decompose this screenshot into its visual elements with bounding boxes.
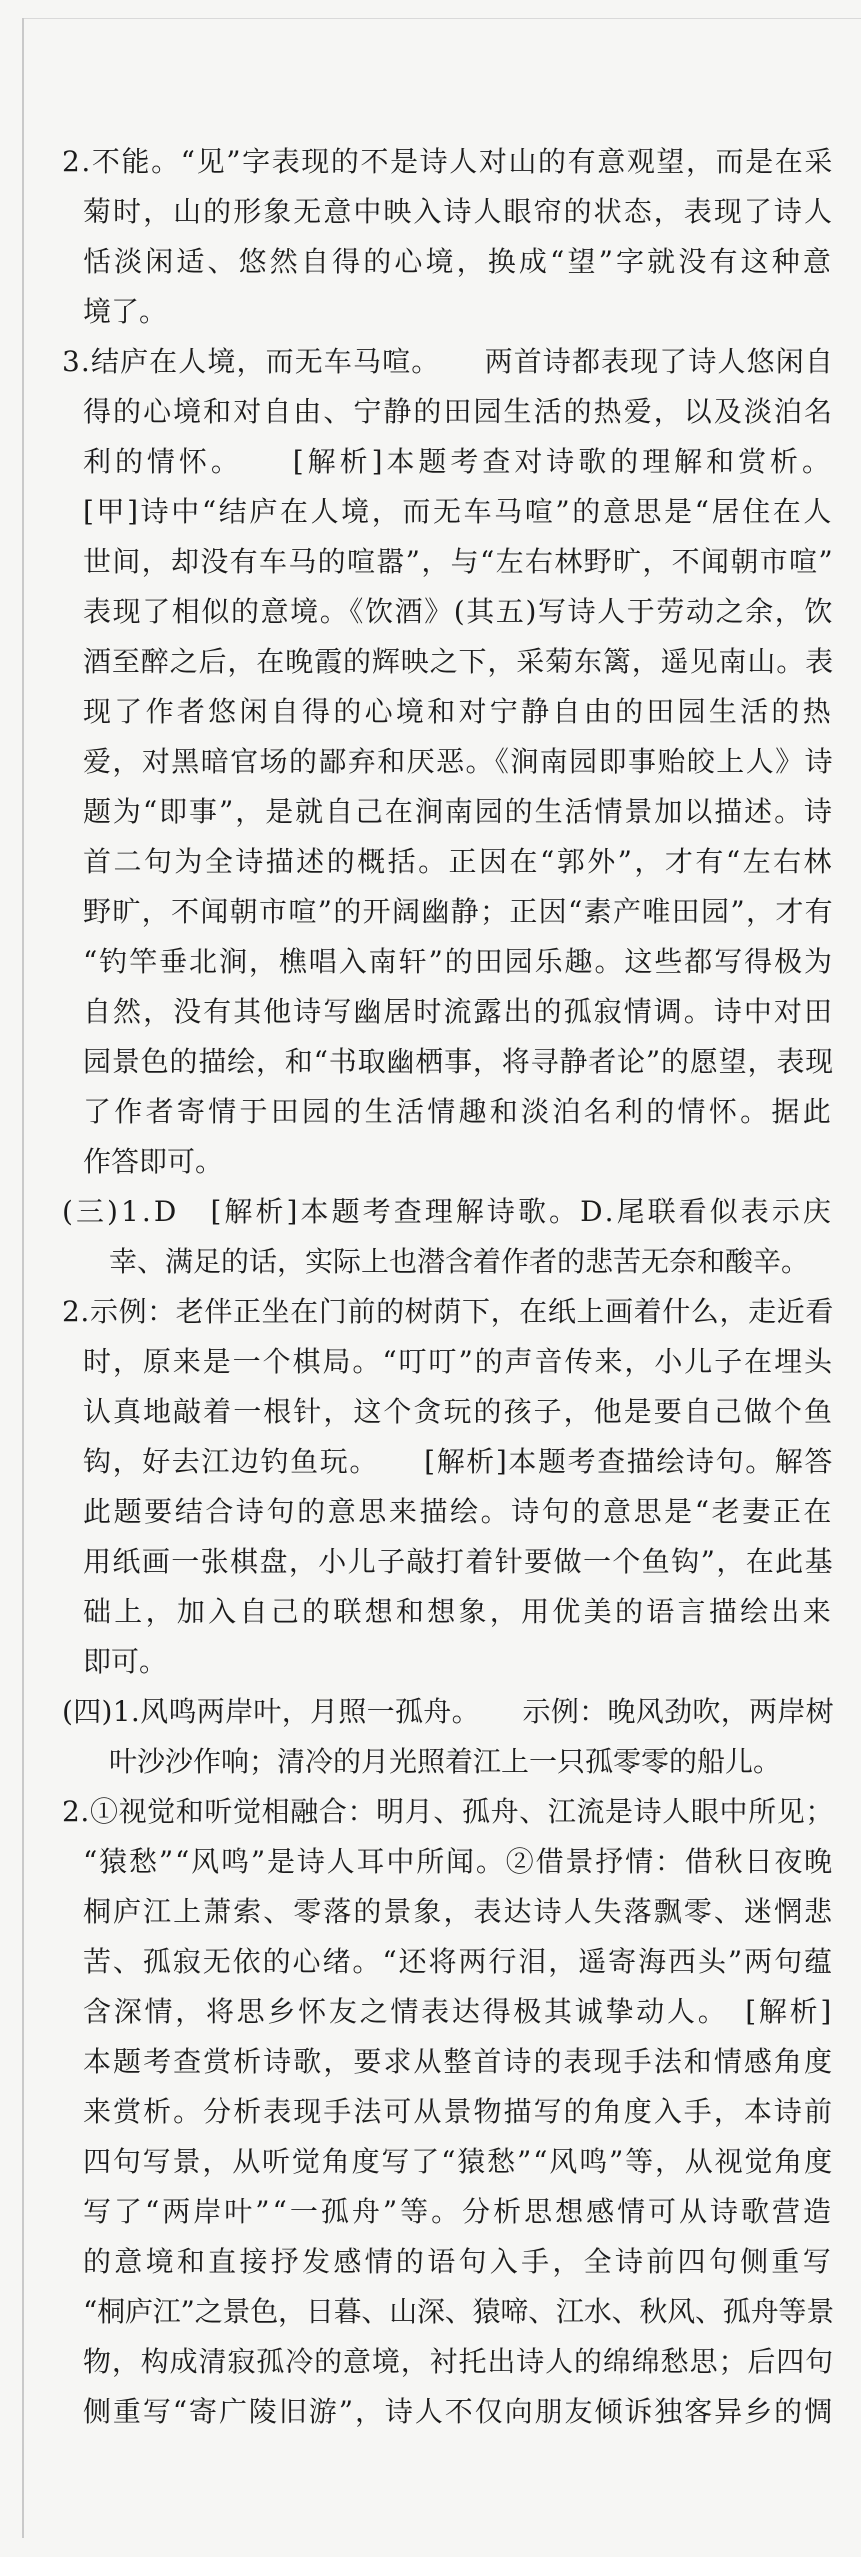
text-line: [甲]诗中“结庐在人境，而无车马喧”的意思是“居住在人 <box>83 495 834 528</box>
text-line: 此题要结合诗句的意思来描绘。诗句的意思是“老妻正在 <box>83 1495 834 1528</box>
text-line: 2.示例：老伴正坐在门前的树荫下，在纸上画着什么，走近看 <box>62 1295 834 1328</box>
text-line: 桐庐江上萧索、零落的景象，表达诗人失落飘零、迷惘悲 <box>83 1895 834 1928</box>
text-line: 2.不能。“见”字表现的不是诗人对山的有意观望，而是在采 <box>62 145 834 178</box>
text-line: 侧重写“寄广陵旧游”，诗人不仅向朋友倾诉独客异乡的惆 <box>83 2395 834 2428</box>
text-line: 首二句为全诗描述的概括。正因在“郭外”，才有“左右林 <box>83 845 834 878</box>
answer-item <box>62 337 834 1187</box>
answer-item <box>62 1187 834 1287</box>
text-line: 认真地敲着一根针，这个贪玩的孩子，他是要自己做个鱼 <box>83 1395 834 1428</box>
page-top-edge <box>22 18 861 19</box>
text-line: 爱，对黑暗官场的鄙弃和厌恶。《涧南园即事贻皎上人》诗 <box>83 745 834 778</box>
text-line: 园景色的描绘，和“书取幽栖事，将寻静者论”的愿望，表现 <box>83 1045 834 1078</box>
answer-item <box>62 1287 834 1687</box>
text-line: 础上，加入自己的联想和想象，用优美的语言描绘出来 <box>83 1595 834 1628</box>
text-line: 得的心境和对自由、宁静的田园生活的热爱，以及淡泊名 <box>83 395 834 428</box>
text-line: (三)1.D [解析]本题考查理解诗歌。D.尾联看似表示庆 <box>62 1195 834 1228</box>
text-line: 四句写景，从听觉角度写了“猿愁”“风鸣”等，从视觉角度 <box>83 2145 834 2178</box>
text-line: 利的情怀。 [解析]本题考查对诗歌的理解和赏析。 <box>83 445 834 478</box>
text-line: 物，构成清寂孤冷的意境，衬托出诗人的绵绵愁思；后四句 <box>83 2345 834 2378</box>
page-left-edge <box>22 18 24 2538</box>
text-line: 自然，没有其他诗写幽居时流露出的孤寂情调。诗中对田 <box>83 995 834 1028</box>
text-line: 题为“即事”，是就自己在涧南园的生活情景加以描述。诗 <box>83 795 834 828</box>
text-line: 即可。 <box>83 1645 168 1678</box>
text-line: 表现了相似的意境。《饮酒》(其五)写诗人于劳动之余，饮 <box>83 595 834 628</box>
text-line: “桐庐江”之景色，日暮、山深、猿啼、江水、秋风、孤舟等景 <box>83 2295 834 2328</box>
text-line: 世间，却没有车马的喧嚣”，与“左右林野旷，不闻朝市喧” <box>83 545 834 578</box>
text-line: 境了。 <box>83 295 168 328</box>
text-line: 的意境和直接抒发感情的语句入手，全诗前四句侧重写 <box>83 2245 834 2278</box>
text-line: 恬淡闲适、悠然自得的心境，换成“望”字就没有这种意 <box>83 245 834 278</box>
text-line: 苦、孤寂无依的心绪。“还将两行泪，遥寄海西头”两句蕴 <box>83 1945 834 1978</box>
text-line: 钩，好去江边钓鱼玩。 [解析]本题考查描绘诗句。解答 <box>83 1445 834 1478</box>
answer-item <box>62 1787 834 2437</box>
text-line: 2.①视觉和听觉相融合：明月、孤舟、江流是诗人眼中所见； <box>62 1795 834 1828</box>
text-line: 野旷，不闻朝市喧”的开阔幽静；正因“素产唯田园”，才有 <box>83 895 834 928</box>
answer-item <box>62 137 834 337</box>
text-line: “钓竿垂北涧，樵唱入南轩”的田园乐趣。这些都写得极为 <box>83 945 834 978</box>
text-line: 作答即可。 <box>83 1145 224 1178</box>
text-line: 叶沙沙作响；清冷的月光照着江上一只孤零零的船儿。 <box>109 1745 782 1778</box>
text-line: 含深情，将思乡怀友之情表达得极其诚挚动人。 [解析] <box>83 1995 834 2028</box>
text-line: 现了作者悠闲自得的心境和对宁静自由的田园生活的热 <box>83 695 834 728</box>
text-line: 酒至醉之后，在晚霞的辉映之下，采菊东篱，遥见南山。表 <box>83 645 834 678</box>
text-line: 来赏析。分析表现手法可从景物描写的角度入手，本诗前 <box>83 2095 834 2128</box>
text-line: 幸、满足的话，实际上也潜含着作者的悲苦无奈和酸辛。 <box>109 1245 810 1278</box>
text-line: 用纸画一张棋盘，小儿子敲打着针要做一个鱼钩”，在此基 <box>83 1545 834 1578</box>
answer-item <box>62 1687 834 1787</box>
text-line: 本题考查赏析诗歌，要求从整首诗的表现手法和情感角度 <box>83 2045 834 2078</box>
text-line: 写了“两岸叶”“一孤舟”等。分析思想感情可从诗歌营造 <box>83 2195 834 2228</box>
text-line: 时，原来是一个棋局。“叮叮”的声音传来，小儿子在埋头 <box>83 1345 834 1378</box>
text-line: 3.结庐在人境，而无车马喧。 两首诗都表现了诗人悠闲自 <box>62 345 834 378</box>
text-line: “猿愁”“风鸣”是诗人耳中所闻。②借景抒情：借秋日夜晚 <box>83 1845 834 1878</box>
answer-page <box>62 137 834 2437</box>
text-line: 菊时，山的形象无意中映入诗人眼帘的状态，表现了诗人 <box>83 195 834 228</box>
text-line: (四)1.风鸣两岸叶，月照一孤舟。 示例：晚风劲吹，两岸树 <box>62 1695 834 1728</box>
text-line: 了作者寄情于田园的生活情趣和淡泊名利的情怀。据此 <box>83 1095 834 1128</box>
